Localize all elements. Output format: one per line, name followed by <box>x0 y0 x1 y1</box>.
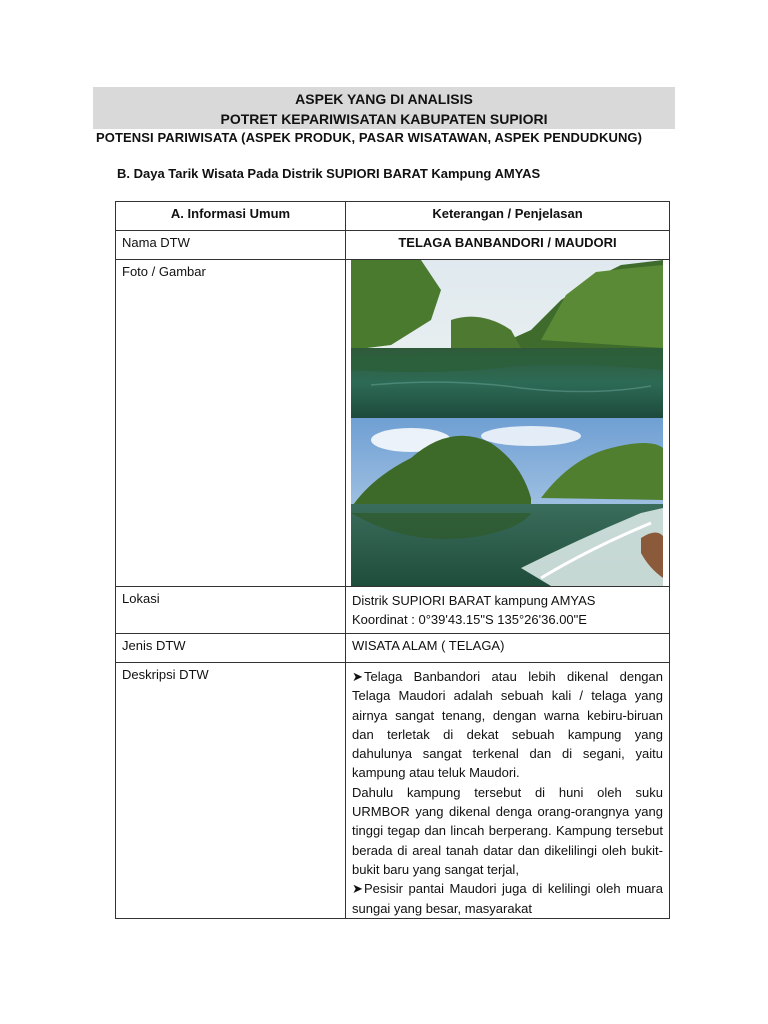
deskripsi-para-2 <box>352 783 663 879</box>
deskripsi-bullet-2-text: Pesisir pantai Maudori juga di kelilingi oleh muara sungai yang besar, masyarakat <box>352 881 663 916</box>
header-subtitle: POTRET KEPARIWISATAN KABUPATEN SUPIORI <box>220 111 548 127</box>
lokasi-koordinat: Koordinat : 0°39'43.15"S 135°26'36.00"E <box>352 612 587 627</box>
label-jenis-dtw: Jenis DTW <box>116 634 346 663</box>
info-table <box>115 201 670 919</box>
deskripsi-para-2-first: Dahulu kampung tersebut di huni oleh suku <box>352 784 663 800</box>
header-keterangan: Keterangan / Penjelasan <box>346 202 670 231</box>
photo-cell <box>346 260 670 587</box>
deskripsi-para-2-rest: URMBOR yang dikenal denga orang-orangnya yang tinggi tegap dan lincah berperang. Kampung tersebut berada di areal tanah datar dan dikelilingi oleh bukit- bukit baru yang sangat terjal, <box>352 804 663 877</box>
arrow-bullet-icon: ➤ <box>352 881 363 897</box>
label-nama-dtw: Nama DTW <box>116 231 346 260</box>
label-deskripsi-dtw: Deskripsi DTW <box>116 663 346 919</box>
table-row <box>116 634 670 663</box>
label-foto: Foto / Gambar <box>116 260 346 587</box>
label-lokasi: Lokasi <box>116 587 346 634</box>
header-title: ASPEK YANG DI ANALISIS <box>295 91 473 107</box>
arrow-bullet-icon: ➤ <box>352 669 363 684</box>
table-row <box>116 260 670 587</box>
value-nama-dtw: TELAGA BANBANDORI / MAUDORI <box>346 231 670 260</box>
value-lokasi <box>346 587 670 634</box>
table-row <box>116 663 670 919</box>
deskripsi-bullet-2 <box>352 879 663 918</box>
table-row <box>116 231 670 260</box>
lokasi-distrik: Distrik SUPIORI BARAT kampung AMYAS <box>352 593 596 608</box>
header-band <box>93 87 675 129</box>
value-deskripsi <box>346 663 670 919</box>
value-jenis-dtw: WISATA ALAM ( TELAGA) <box>346 634 670 663</box>
header-informasi-umum: A. Informasi Umum <box>116 202 346 231</box>
section-b-heading: B. Daya Tarik Wisata Pada Distrik SUPIORI BARAT Kampung AMYAS <box>117 166 541 181</box>
table-row <box>116 587 670 634</box>
deskripsi-bullet-1 <box>352 667 663 783</box>
lake-photo-2 <box>351 418 663 586</box>
deskripsi-bullet-1-text: Telaga Banbandori atau lebih dikenal dengan Telaga Maudori adalah sebuah kali / telaga yang airnya sangat tenang, dengan warna kebiru-biruan dan terletak di dekat sebuah kampung yang dahulunya sangat terkenal dan di segani, yaitu kampung atau teluk Maudori. <box>352 669 663 781</box>
lake-photo-1 <box>351 260 663 418</box>
table-header-row <box>116 202 670 231</box>
potensi-heading: POTENSI PARIWISATA (ASPEK PRODUK, PASAR WISATAWAN, ASPEK PENDUDKUNG) <box>96 130 643 145</box>
